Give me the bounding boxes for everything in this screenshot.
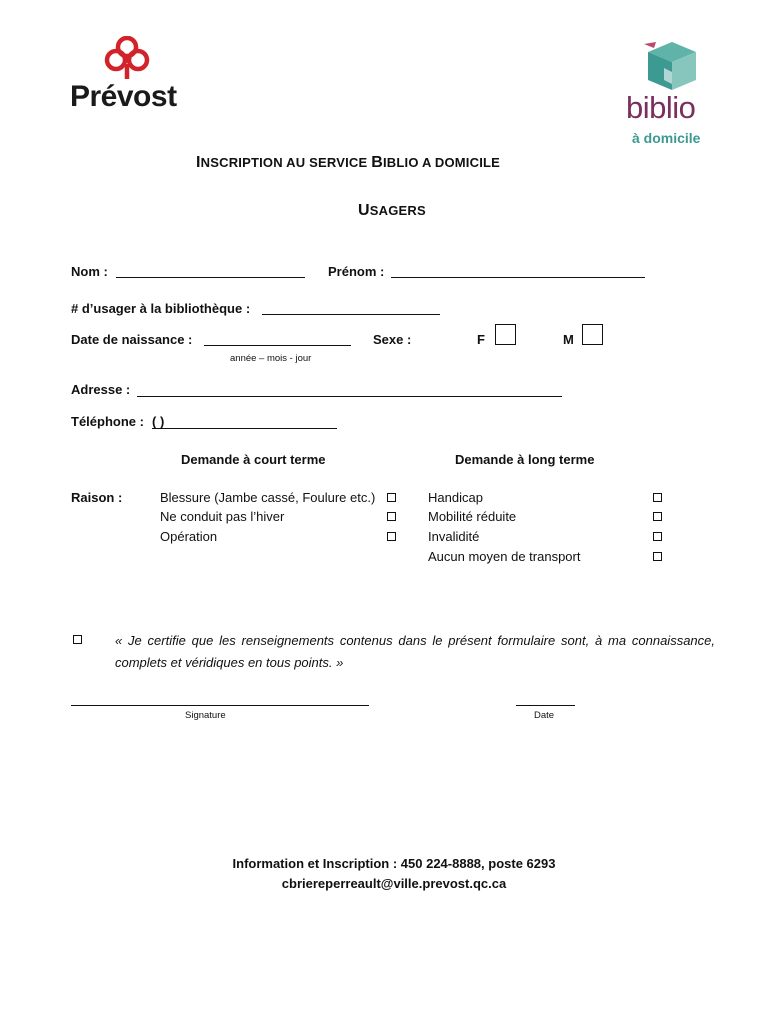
certification-text: « Je certifie que les renseignements contenus dans le présent formulaire sont, à ma connaissance, complets et véridiques en tous points. »: [115, 633, 715, 670]
signature-label: Signature: [185, 710, 226, 721]
date-label: Date: [534, 710, 555, 721]
adresse-label: Adresse :: [71, 382, 131, 397]
long-checkbox-transport[interactable]: [653, 552, 662, 561]
long-checkbox-mobilite[interactable]: [653, 512, 662, 521]
footer-info: Information et Inscription : 450 224-8888, poste 6293: [232, 856, 556, 871]
prevost-logo: [70, 36, 200, 116]
certification-checkbox[interactable]: [73, 635, 82, 644]
sexe-label: Sexe :: [373, 332, 412, 347]
prenom-label: Prénom :: [328, 264, 385, 279]
raison-label: Raison :: [71, 490, 123, 505]
prenom-field[interactable]: [391, 277, 645, 278]
biblio-logo: [620, 38, 730, 150]
usager-field[interactable]: [262, 314, 440, 315]
court-item-hiver: Ne conduit pas l’hiver: [160, 509, 285, 524]
telephone-area-code: ( ): [152, 414, 165, 429]
long-item-invalidite: Invalidité: [428, 529, 480, 544]
long-checkbox-invalidite[interactable]: [653, 532, 662, 541]
sexe-f-label: F: [477, 332, 485, 347]
sexe-m-checkbox[interactable]: [582, 324, 603, 345]
sexe-f-checkbox[interactable]: [495, 324, 516, 345]
court-item-blessure: Blessure (Jambe cassé, Foulure etc.): [160, 490, 376, 505]
naissance-label: Date de naissance :: [71, 332, 193, 347]
long-item-handicap: Handicap: [428, 490, 483, 505]
page-subtitle: USAGERS: [358, 202, 426, 219]
biblio-wordmark: biblio: [626, 90, 696, 125]
adresse-field[interactable]: [137, 396, 562, 397]
long-item-mobilite: Mobilité réduite: [428, 509, 517, 524]
house-book-icon: [642, 38, 702, 94]
court-terme-heading: Demande à court terme: [181, 452, 326, 467]
date-field[interactable]: [516, 705, 575, 706]
court-checkbox-blessure[interactable]: [387, 493, 396, 502]
sexe-m-label: M: [563, 332, 574, 347]
footer-email[interactable]: cbriereperreault@ville.prevost.qc.ca: [281, 876, 507, 891]
naissance-hint: année – mois - jour: [230, 353, 312, 364]
nom-field[interactable]: [116, 277, 305, 278]
signature-field[interactable]: [71, 705, 369, 706]
page-title: INSCRIPTION AU SERVICE BIBLIO A DOMICILE: [196, 154, 501, 171]
telephone-label: Téléphone :: [71, 414, 144, 429]
prevost-wordmark: Prévost: [70, 80, 177, 113]
nom-label: Nom :: [71, 264, 108, 279]
telephone-field[interactable]: [152, 428, 337, 429]
usager-label: # d’usager à la bibliothèque :: [71, 301, 251, 316]
court-checkbox-hiver[interactable]: [387, 512, 396, 521]
court-item-operation: Opération: [160, 529, 218, 544]
a-domicile-wordmark: à domicile: [632, 130, 701, 146]
court-checkbox-operation[interactable]: [387, 532, 396, 541]
long-terme-heading: Demande à long terme: [455, 452, 595, 467]
long-checkbox-handicap[interactable]: [653, 493, 662, 502]
prevost-tree-icon: [102, 36, 152, 80]
naissance-field[interactable]: [204, 345, 351, 346]
long-item-transport: Aucun moyen de transport: [428, 549, 581, 564]
